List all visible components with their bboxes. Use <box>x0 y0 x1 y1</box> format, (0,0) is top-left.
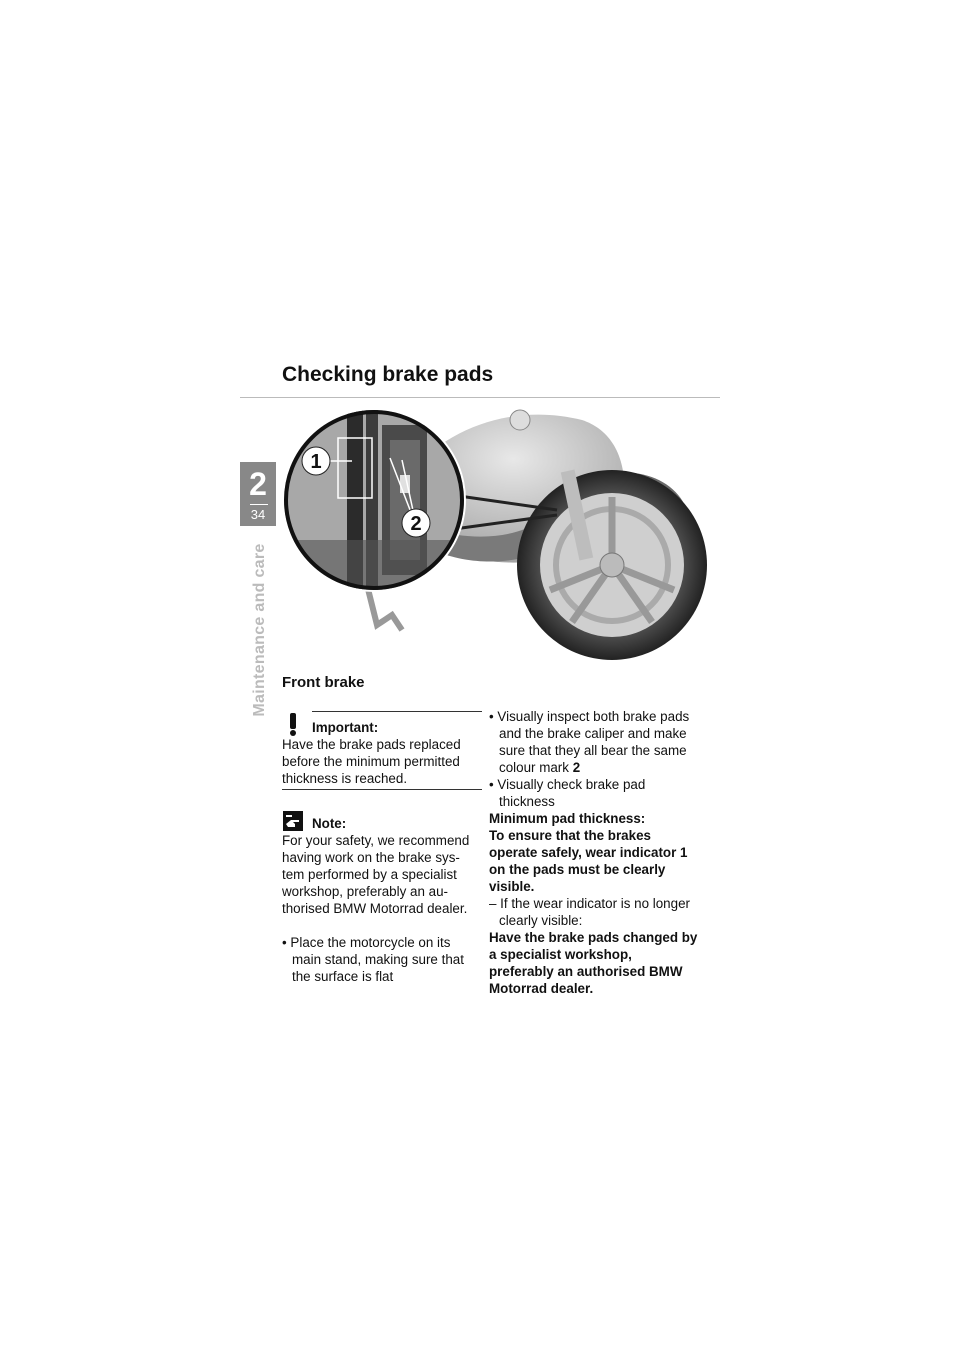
section-heading: Front brake <box>282 674 365 691</box>
step-inspect-pads <box>489 708 699 776</box>
chapter-divider <box>250 504 268 505</box>
step-inspect-pads-text: • Visually inspect both brake pads and the brake caliper and make sure that they all bear the same colour mark <box>489 709 690 775</box>
callout-2-label: 2 <box>410 513 422 535</box>
colour-mark-ref: 2 <box>572 760 581 775</box>
warning-icon <box>282 712 304 736</box>
important-top-rule <box>312 711 482 712</box>
important-label: Important: <box>312 720 379 735</box>
page-title: Checking brake pads <box>282 363 494 386</box>
step-wear-indicator: – If the wear indicator is no longer clearly visible: <box>489 896 690 928</box>
note-hand-icon <box>282 810 304 832</box>
important-text: Have the brake pads replaced before the minimum permitted thickness is reached. <box>282 737 461 786</box>
note-text: For your safety, we recommend having work on the brake sys-tem performed by a specialist workshop, preferably an au-thorised BMW Motorrad dealer. <box>282 833 470 916</box>
important-callout <box>282 712 482 736</box>
min-thickness-heading: Minimum pad thickness: <box>489 811 646 826</box>
min-thickness-text: To ensure that the brakes operate safely, wear indicator 1 on the pads must be clearly visible. <box>489 828 688 894</box>
brake-figure <box>282 400 720 662</box>
important-bottom-rule <box>282 789 482 790</box>
title-divider <box>240 397 720 398</box>
right-column <box>489 708 699 997</box>
step-place-motorcycle: • Place the motorcycle on its main stand, making sure that the surface is flat <box>282 935 464 984</box>
section-side-label: Maintenance and care <box>251 543 268 717</box>
page-number: 34 <box>250 507 266 522</box>
wheel-hub <box>600 553 624 577</box>
chapter-number: 2 <box>249 466 267 502</box>
note-callout <box>282 810 482 832</box>
left-column <box>282 708 482 985</box>
callout-1-label: 1 <box>310 451 322 473</box>
step-check-thickness: • Visually check brake pad thickness <box>489 777 646 809</box>
note-label: Note: <box>312 816 347 831</box>
final-instruction: Have the brake pads changed by a specialist workshop, preferably an authorised BMW Motorrad dealer. <box>489 930 698 996</box>
bmw-logo-icon <box>510 410 530 430</box>
